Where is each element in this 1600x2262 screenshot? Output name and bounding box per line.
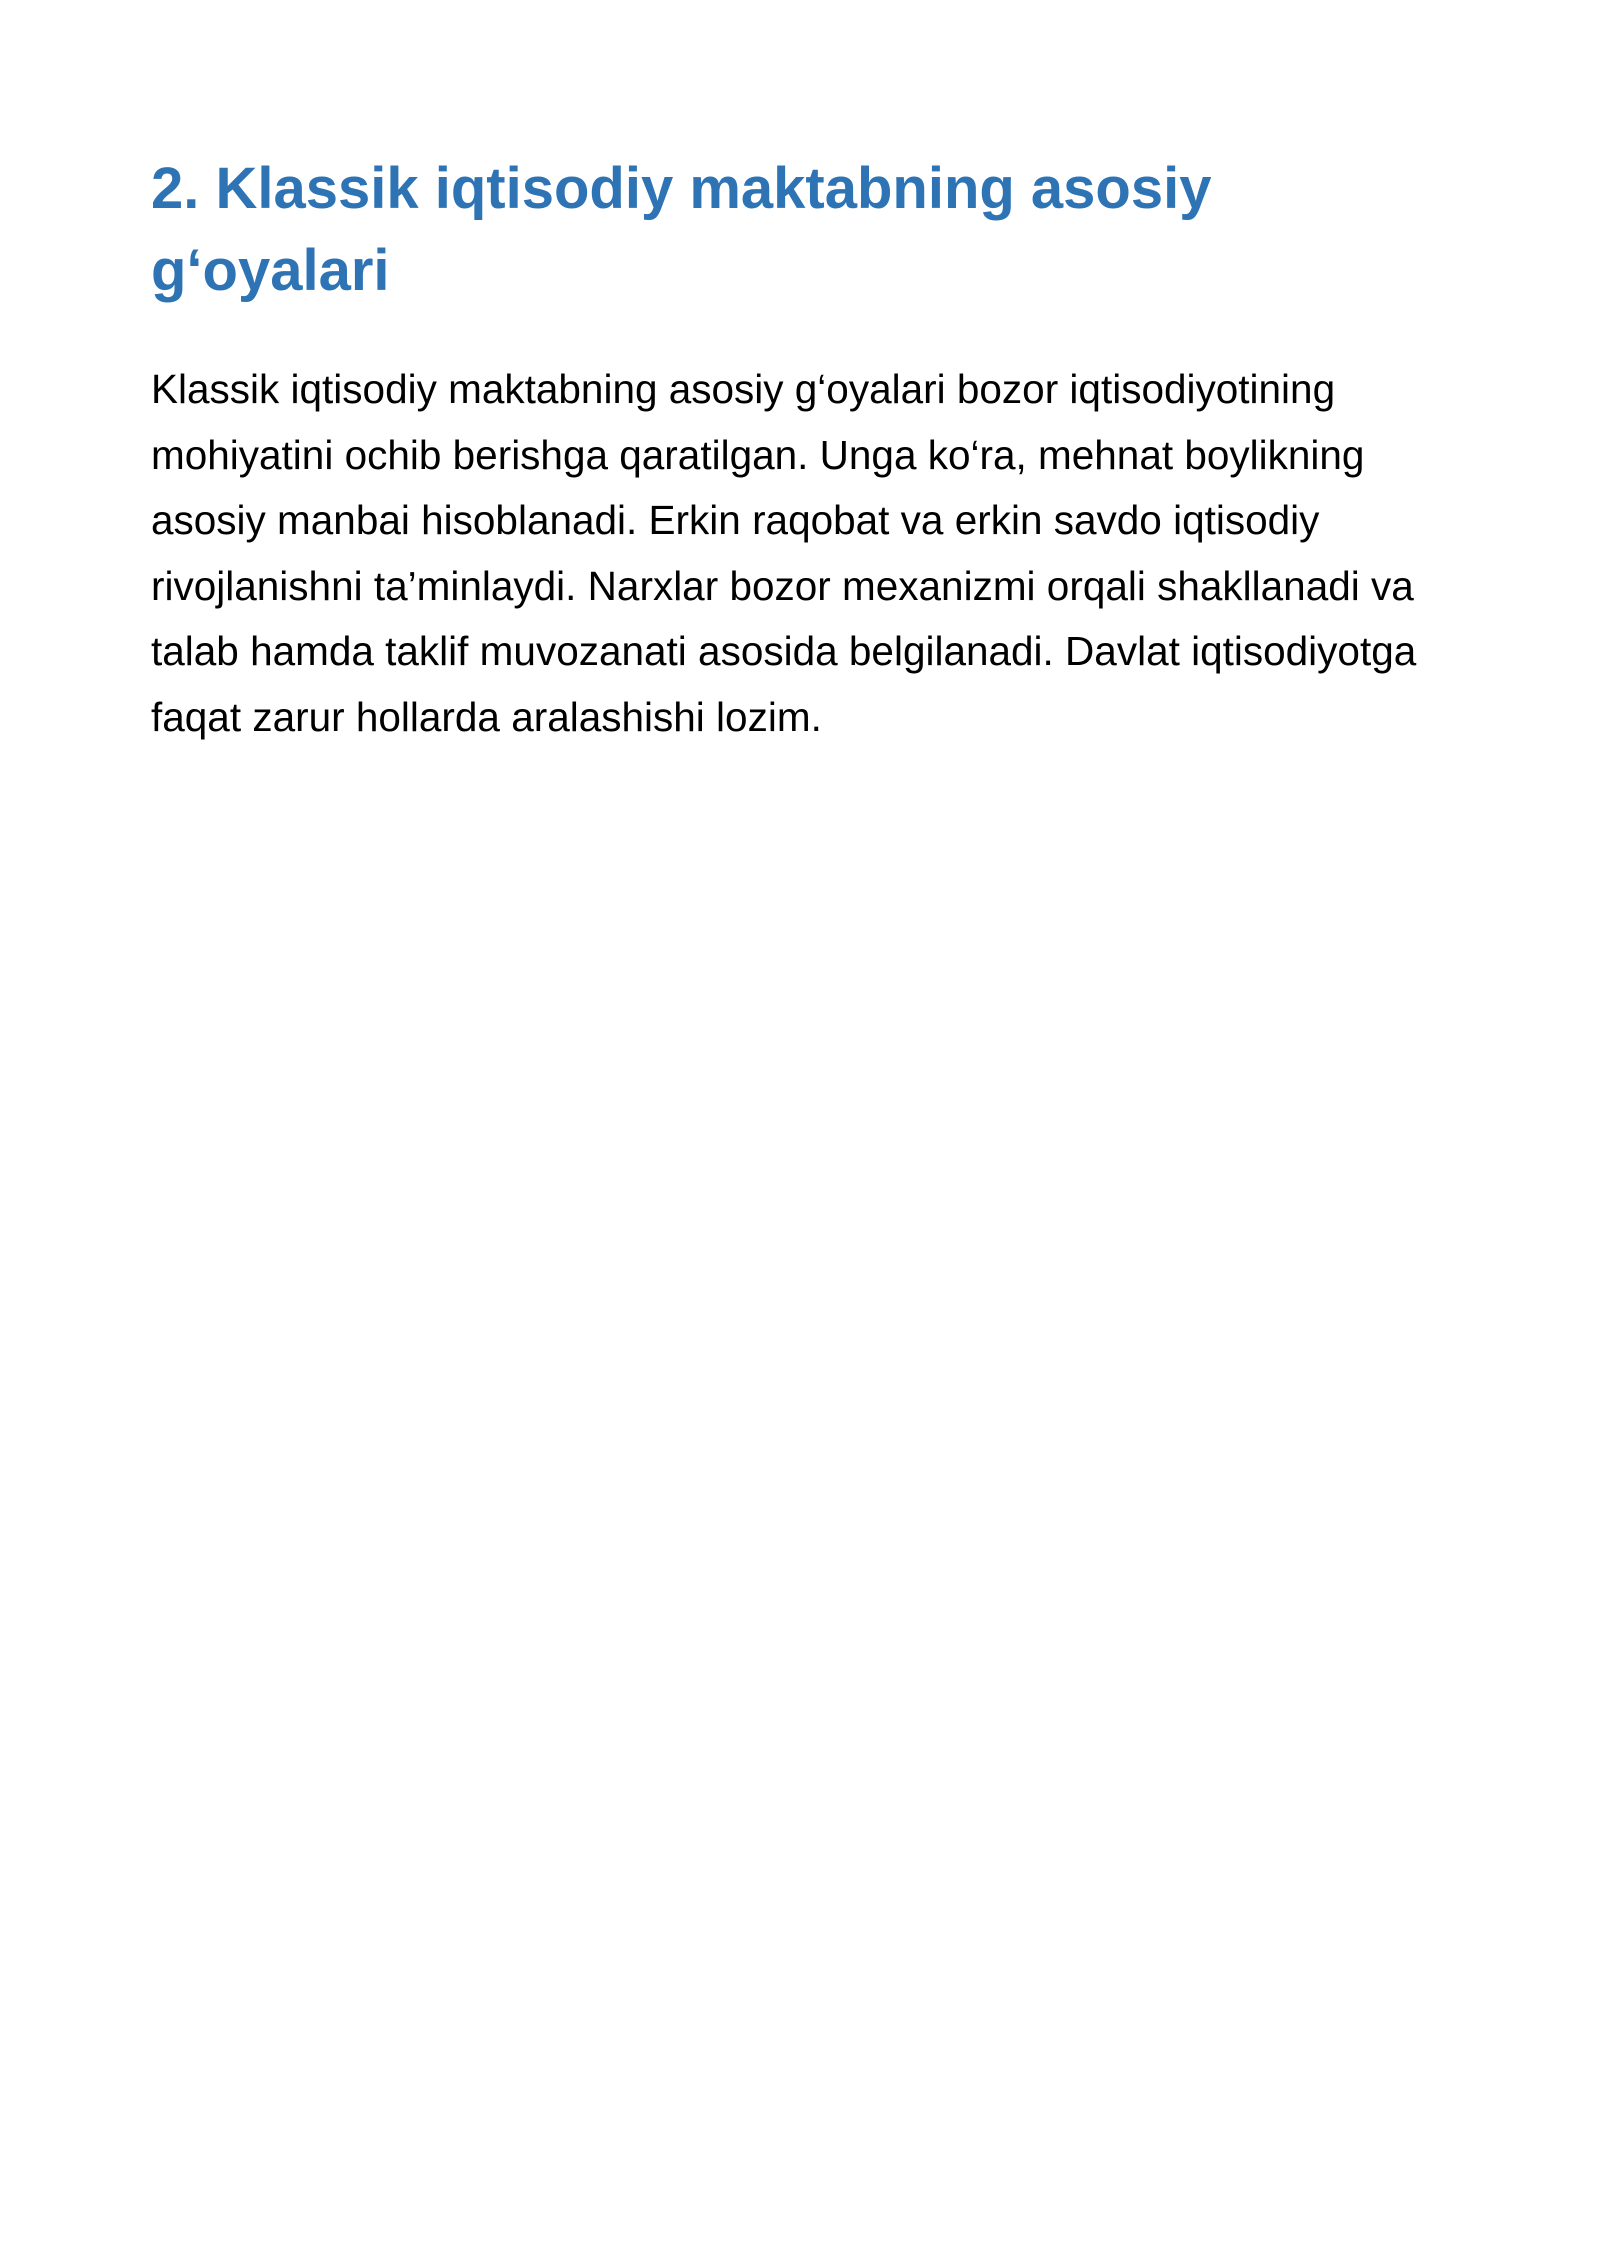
section-content	[151, 148, 1451, 750]
section-paragraph: Klassik iqtisodiy maktabning asosiy g‘oyalari bozor iqtisodiyotining mohiyatini ochib berishga qaratilgan. Unga ko‘ra, mehnat boylikning asosiy manbai hisoblanadi. Erkin raqobat va erkin savdo iqtisodiy rivojlanishni ta’minlaydi. Narxlar bozor mexanizmi orqali shakllanadi va talab hamda taklif muvozanati asosida belgilanadi. Davlat iqtisodiyotga faqat zarur hollarda aralashishi lozim.	[151, 366, 1417, 740]
section-heading: 2. Klassik iqtisodiy maktabning asosiy g‘oyalari	[151, 156, 1212, 303]
